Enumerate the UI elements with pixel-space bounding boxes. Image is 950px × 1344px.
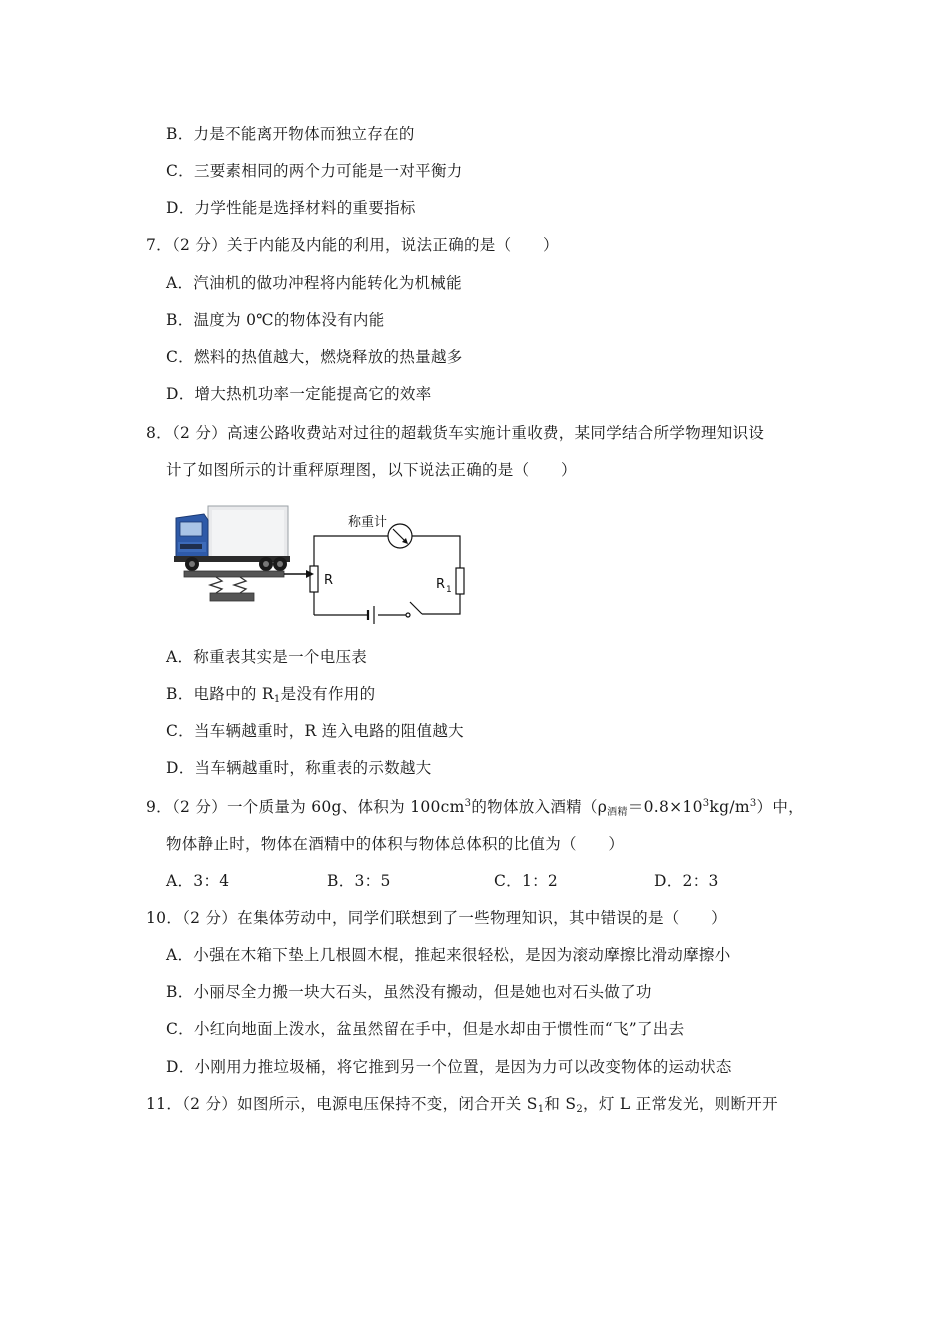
q9-stem-mid2: ＝0.8×10 xyxy=(627,798,703,816)
q11-stem-post: ，灯 L 正常发光，则断开开 xyxy=(583,1095,778,1113)
q7-option-c: C．燃料的热值越大，燃烧释放的热量越多 xyxy=(166,348,463,366)
resistor-r1-label: R xyxy=(436,577,446,592)
q11-stem-line1 xyxy=(146,1094,778,1117)
truck-illustration xyxy=(174,506,290,571)
q6-option-b: B．力是不能离开物体而独立存在的 xyxy=(166,125,415,143)
q8-option-b-post: 是没有作用的 xyxy=(280,685,376,703)
q9-sup-3: 3 xyxy=(749,797,757,809)
q10-option-d: D．小刚用力推垃圾桶，将它推到另一个位置，是因为力可以改变物体的运动状态 xyxy=(166,1058,732,1076)
q9-stem-line2: 物体静止时，物体在酒精中的体积与物体总体积的比值为（ ） xyxy=(166,835,625,853)
resistor-r-label: R xyxy=(324,573,334,588)
q11-stem-mid: 和 S xyxy=(544,1095,577,1113)
q8-option-d: D．当车辆越重时，称重表的示数越大 xyxy=(166,759,432,777)
meter-label: 称重计 xyxy=(348,515,388,530)
q11-s2-sub: 2 xyxy=(576,1104,584,1115)
q8-option-b-pre: B．电路中的 R xyxy=(166,685,274,703)
q11-stem-pre: 11．（2 分）如图所示，电源电压保持不变，闭合开关 S xyxy=(146,1095,538,1113)
q7-stem: 7．（2 分）关于内能及内能的利用，说法正确的是（ ） xyxy=(146,236,559,254)
q9-stem-post: ）中， xyxy=(756,798,804,816)
q9-stem-pre: 9．（2 分）一个质量为 60g、体积为 100cm xyxy=(146,798,465,816)
weighing-platform xyxy=(184,571,284,577)
q10-option-a: A．小强在木箱下垫上几根圆木棍，推起来很轻松，是因为滚动摩擦比滑动摩擦小 xyxy=(166,946,731,964)
q9-option-b: B．3：5 xyxy=(327,872,391,890)
q9-stem-mid3: kg/m xyxy=(709,798,750,816)
q10-stem: 10．（2 分）在集体劳动中，同学们联想到了一些物理知识，其中错误的是（ ） xyxy=(146,909,727,927)
q9-density-subscript: 酒精 xyxy=(607,807,628,818)
q9-sup-1: 3 xyxy=(464,797,472,809)
q8-figure xyxy=(170,496,470,632)
q8-option-b xyxy=(166,684,375,707)
spring-left xyxy=(210,577,222,593)
q6-option-d: D．力学性能是选择材料的重要指标 xyxy=(166,199,416,217)
weighing-circuit-diagram xyxy=(170,496,470,632)
q10-option-b: B．小丽尽全力搬一块大石头，虽然没有搬动，但是她也对石头做了功 xyxy=(166,983,652,1001)
q9-stem-line1 xyxy=(146,797,804,820)
q10-option-c: C．小红向地面上泼水，盆虽然留在手中，但是水却由于惯性而“飞”了出去 xyxy=(166,1020,685,1038)
resistor-r1-subscript: 1 xyxy=(446,585,452,595)
q9-option-d: D．2：3 xyxy=(654,872,719,890)
q8-stem-line1: 8．（2 分）高速公路收费站对过往的超载货车实施计重收费，某同学结合所学物理知识设 xyxy=(146,424,765,442)
q9-option-c: C．1：2 xyxy=(494,872,559,890)
weighing-meter-icon xyxy=(388,524,412,548)
q8-option-c: C．当车辆越重时，R 连入电路的阻值越大 xyxy=(166,722,464,740)
q9-sup-2: 3 xyxy=(702,797,710,809)
q6-option-c: C．三要素相同的两个力可能是一对平衡力 xyxy=(166,162,463,180)
spring-right xyxy=(234,577,246,593)
q8-stem-line2: 计了如图所示的计重秤原理图，以下说法正确的是（ ） xyxy=(166,461,577,479)
q11-s1-sub: 1 xyxy=(537,1104,545,1115)
q7-option-a: A．汽油机的做功冲程将内能转化为机械能 xyxy=(166,274,462,292)
q7-option-d: D．增大热机功率一定能提高它的效率 xyxy=(166,385,432,403)
q7-option-b: B．温度为 0℃的物体没有内能 xyxy=(166,311,385,329)
q8-option-a: A．称重表其实是一个电压表 xyxy=(166,648,368,666)
q8-option-b-sub: 1 xyxy=(273,694,281,705)
spring-base xyxy=(210,593,254,601)
q9-option-a: A．3：4 xyxy=(166,872,230,890)
q9-stem-mid: 的物体放入酒精（ρ xyxy=(471,798,608,816)
